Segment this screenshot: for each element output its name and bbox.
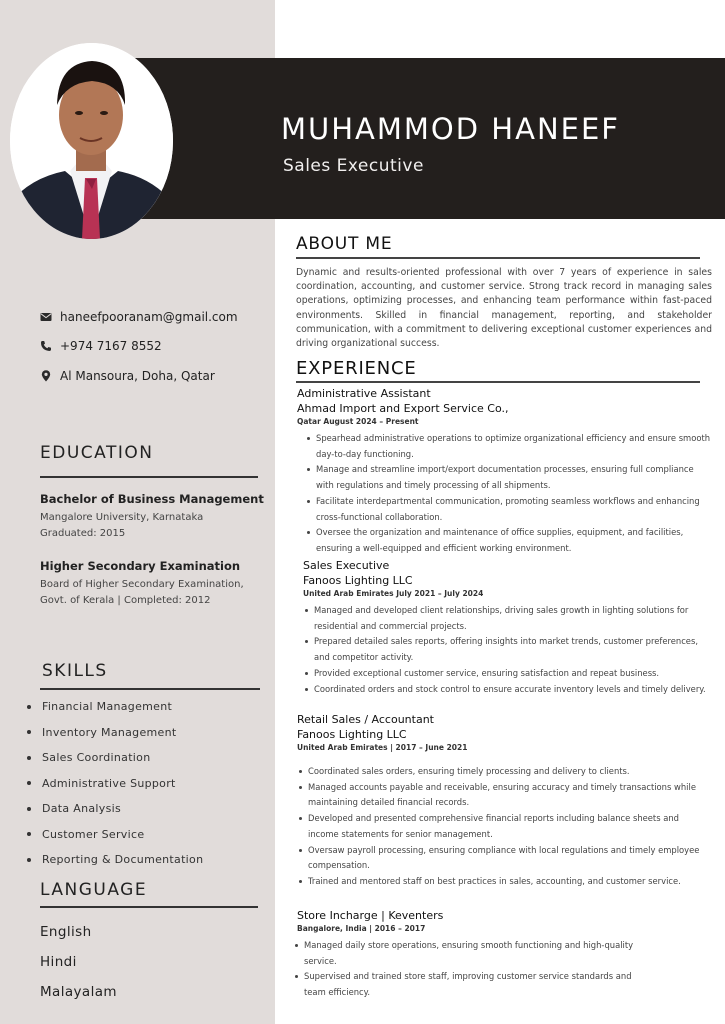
skill-item bbox=[27, 847, 267, 873]
education-heading: EDUCATION bbox=[40, 443, 154, 463]
skill-item bbox=[27, 745, 267, 771]
job-bullets bbox=[297, 431, 712, 557]
bullet-dot bbox=[305, 640, 308, 643]
job-bullet-text: Managed daily store operations, ensuring smooth functioning and high-quality service. bbox=[304, 940, 634, 966]
bullet-dot bbox=[295, 944, 298, 947]
job-company: Ahmad Import and Export Service Co., bbox=[297, 402, 509, 415]
contact-phone bbox=[40, 332, 270, 362]
job-bullet-text: Provided exceptional customer service, ensuring satisfaction and repeat business. bbox=[314, 667, 660, 678]
language-list bbox=[40, 917, 117, 1007]
job-bullets bbox=[293, 938, 637, 1001]
contact-email-text: haneefpooranam@gmail.com bbox=[60, 309, 238, 324]
job-bullet bbox=[293, 969, 637, 1000]
skill-label: Inventory Management bbox=[42, 725, 177, 739]
skill-label: Administrative Support bbox=[42, 776, 176, 790]
experience-divider bbox=[296, 381, 700, 383]
profile-photo bbox=[10, 43, 173, 239]
bullet-dot bbox=[27, 858, 31, 862]
job-entry bbox=[297, 386, 712, 557]
bullet-dot bbox=[307, 437, 310, 440]
job-bullet bbox=[297, 764, 712, 780]
job-bullet-text: Managed and developed client relationships, driving sales growth in lighting solutions for residential and commercial projects. bbox=[314, 605, 689, 631]
skill-label: Data Analysis bbox=[42, 802, 121, 816]
job-meta: Qatar August 2024 – Present bbox=[297, 417, 419, 426]
skill-label: Reporting & Documentation bbox=[42, 853, 204, 867]
job-bullet bbox=[303, 634, 712, 665]
skill-label: Financial Management bbox=[42, 700, 173, 714]
job-bullet-text: Manage and streamline import/export documentation processes, ensuring full compliance with regulations and timely processing of all shipments. bbox=[316, 464, 694, 491]
skills-list bbox=[27, 694, 267, 873]
education-degree: Bachelor of Business Management bbox=[40, 492, 264, 506]
education-degree: Higher Secondary Examination bbox=[40, 559, 241, 573]
skill-label: Sales Coordination bbox=[42, 751, 151, 765]
bullet-dot bbox=[307, 531, 310, 534]
candidate-name: MUHAMMOD HANEEF bbox=[281, 112, 620, 146]
job-role: Retail Sales / Accountant bbox=[297, 713, 434, 726]
skill-item bbox=[27, 694, 267, 720]
job-bullet bbox=[297, 811, 712, 842]
job-bullet-text: Oversaw payroll processing, ensuring compliance with local regulations and timely employee compensation. bbox=[308, 844, 700, 871]
skills-divider bbox=[40, 688, 260, 690]
contact-location bbox=[40, 361, 270, 391]
job-bullet-text: Supervised and trained store staff, improving customer service standards and team efficiency. bbox=[304, 971, 632, 998]
skill-item bbox=[27, 822, 267, 848]
bullet-dot bbox=[27, 807, 31, 811]
about-text: Dynamic and results-oriented professional with over 7 years of experience in sales coordination, accounting, and customer service. Strong track record in managing sales operations, optimizing processes, and enhancing team performance within fast-paced environments. Skilled in financial management, reporting, and stakeholder communication, with a commitment to delivering exceptional customer experiences and driving organizational success. bbox=[296, 267, 712, 350]
experience-heading: EXPERIENCE bbox=[296, 358, 417, 379]
education-item bbox=[40, 492, 270, 542]
job-bullet-text: Coordinated orders and stock control to ensure accurate inventory levels and timely delivery. bbox=[314, 683, 706, 694]
job-bullet-text: Trained and mentored staff on best practices in sales, accounting, and customer service. bbox=[308, 875, 681, 886]
job-bullet bbox=[305, 431, 712, 462]
education-date: Graduated: 2015 bbox=[40, 528, 126, 539]
education-institution: Mangalore University, Karnataka bbox=[40, 512, 204, 523]
job-role: Administrative Assistant bbox=[297, 387, 431, 400]
bullet-dot bbox=[299, 786, 302, 789]
job-bullet-text: Developed and presented comprehensive financial reports including balance sheets and income statements for senior management. bbox=[308, 813, 679, 839]
job-role: Store Incharge | Keventers bbox=[297, 909, 444, 922]
job-bullet bbox=[305, 462, 712, 493]
job-company: Fanoos Lighting LLC bbox=[297, 728, 407, 741]
language-item: Malayalam bbox=[40, 984, 117, 1000]
about-heading: ABOUT ME bbox=[296, 234, 393, 254]
location-pin-icon bbox=[40, 370, 52, 382]
education-divider bbox=[40, 476, 258, 478]
candidate-title: Sales Executive bbox=[283, 156, 424, 176]
bullet-dot bbox=[305, 672, 308, 675]
language-item: English bbox=[40, 924, 92, 940]
language-item: Hindi bbox=[40, 954, 77, 970]
job-bullet bbox=[305, 494, 712, 525]
job-bullet-text: Coordinated sales orders, ensuring timely processing and delivery to clients. bbox=[308, 766, 630, 776]
job-bullet bbox=[293, 938, 637, 969]
job-bullets bbox=[303, 603, 712, 697]
bullet-dot bbox=[299, 880, 302, 883]
skills-heading: SKILLS bbox=[42, 661, 108, 681]
profile-photo-image bbox=[10, 43, 173, 239]
phone-icon bbox=[40, 340, 52, 352]
skill-label: Customer Service bbox=[42, 827, 145, 841]
envelope-icon bbox=[40, 311, 52, 323]
bullet-dot bbox=[307, 468, 310, 471]
education-date: Govt. of Kerala | Completed: 2012 bbox=[40, 595, 211, 606]
bullet-dot bbox=[305, 688, 308, 691]
job-bullets bbox=[297, 764, 712, 890]
job-company: Fanoos Lighting LLC bbox=[303, 574, 413, 587]
job-meta: United Arab Emirates | 2017 – June 2021 bbox=[297, 743, 468, 752]
job-bullet-text: Managed accounts payable and receivable, ensuring accuracy and timely transactions while maintaining detailed financial records. bbox=[308, 781, 696, 808]
about-divider bbox=[296, 257, 700, 259]
job-bullet bbox=[297, 843, 712, 874]
job-bullet-text: Prepared detailed sales reports, offering insights into market trends, customer preferences, and competitor activity. bbox=[314, 636, 698, 663]
skill-item bbox=[27, 771, 267, 797]
education-item bbox=[40, 559, 270, 609]
bullet-dot bbox=[27, 832, 31, 836]
job-entry bbox=[297, 712, 712, 890]
skill-item bbox=[27, 796, 267, 822]
language-divider bbox=[40, 906, 258, 908]
contact-email bbox=[40, 302, 270, 332]
job-bullet-text: Spearhead administrative operations to optimize organizational efficiency and ensure smooth day-to-day functioning. bbox=[316, 433, 711, 459]
job-bullet bbox=[297, 874, 712, 890]
bullet-dot bbox=[27, 756, 31, 760]
job-meta: United Arab Emirates July 2021 – July 2024 bbox=[303, 589, 484, 598]
skill-item bbox=[27, 720, 267, 746]
job-entry bbox=[303, 558, 712, 697]
job-bullet bbox=[303, 603, 712, 634]
bullet-dot bbox=[27, 781, 31, 785]
language-heading: LANGUAGE bbox=[40, 880, 148, 900]
job-meta: Bangalore, India | 2016 – 2017 bbox=[297, 924, 426, 933]
contact-list bbox=[40, 302, 270, 391]
job-bullet bbox=[303, 682, 712, 698]
contact-location-text: Al Mansoura, Doha, Qatar bbox=[60, 368, 215, 383]
bullet-dot bbox=[305, 609, 308, 612]
bullet-dot bbox=[299, 817, 302, 820]
bullet-dot bbox=[299, 849, 302, 852]
contact-phone-text: +974 7167 8552 bbox=[60, 339, 162, 354]
bullet-dot bbox=[299, 770, 302, 773]
bullet-dot bbox=[27, 730, 31, 734]
bullet-dot bbox=[307, 500, 310, 503]
job-role: Sales Executive bbox=[303, 559, 390, 572]
job-bullet-text: Oversee the organization and maintenance of office supplies, equipment, and facilities, ensuring a well-equipped and efficient working environment. bbox=[316, 527, 684, 553]
job-entry bbox=[297, 908, 637, 1001]
job-bullet bbox=[297, 780, 712, 811]
education-institution: Board of Higher Secondary Examination, bbox=[40, 579, 244, 590]
job-bullet-text: Facilitate interdepartmental communication, promoting seamless workflows and enhancing cross-functional collaboration. bbox=[316, 495, 700, 522]
job-bullet bbox=[303, 666, 712, 682]
bullet-dot bbox=[295, 975, 298, 978]
job-bullet bbox=[305, 525, 712, 556]
bullet-dot bbox=[27, 705, 31, 709]
